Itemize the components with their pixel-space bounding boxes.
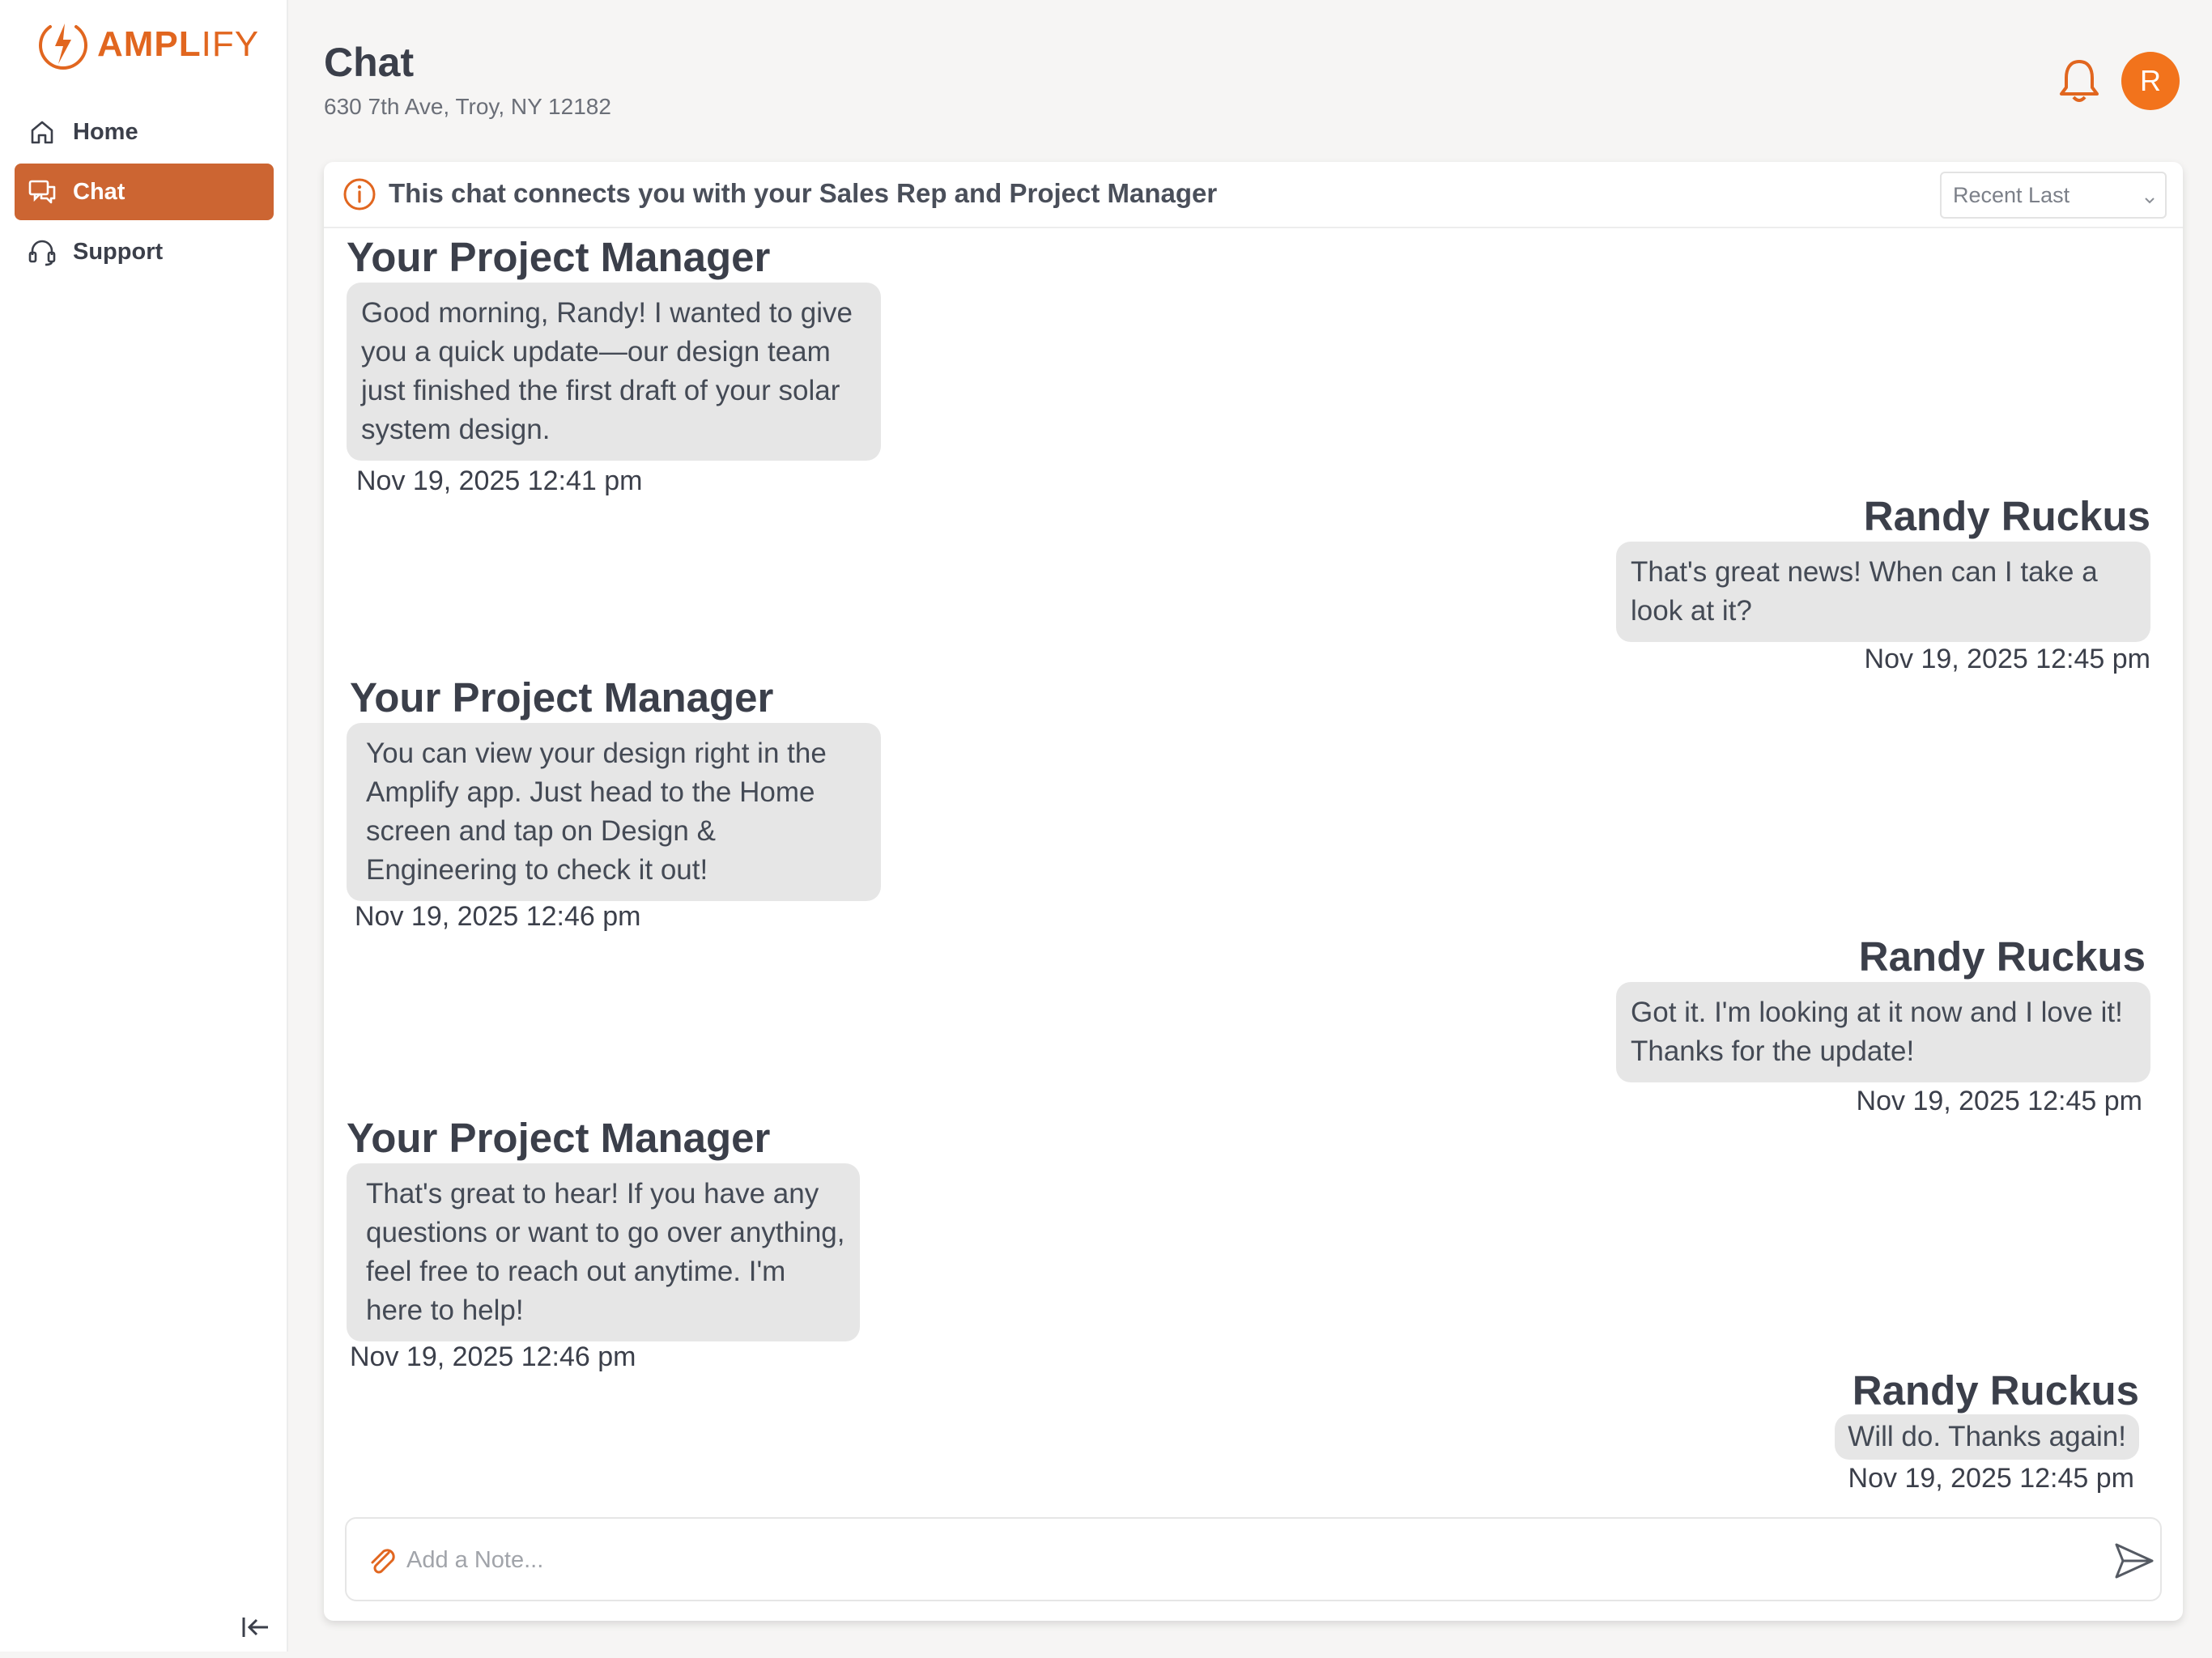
message-bubble: Will do. Thanks again!	[1835, 1414, 2139, 1460]
message-bubble: Good morning, Randy! I wanted to give you a quick update—our design team just finished the first draft of your solar system design.	[347, 283, 881, 461]
collapse-sidebar-button[interactable]	[240, 1613, 272, 1645]
message-timestamp: Nov 19, 2025 12:41 pm	[356, 466, 643, 496]
sort-order-value: Recent Last	[1953, 182, 2070, 207]
bell-icon	[2053, 55, 2105, 107]
notifications-button[interactable]	[2053, 55, 2105, 107]
amplify-logo[interactable]	[32, 15, 259, 74]
sidebar-item-support[interactable]	[15, 223, 274, 280]
page-title: Chat	[324, 40, 415, 85]
message-sender: Your Project Manager	[347, 234, 771, 280]
paperclip-icon	[364, 1543, 400, 1579]
chat-message-left	[347, 233, 881, 497]
message-timestamp: Nov 19, 2025 12:45 pm	[1864, 644, 2150, 674]
sidebar-item-label: Chat	[73, 178, 125, 205]
bubble-row	[1778, 1414, 2139, 1460]
message-sender: Your Project Manager	[347, 1115, 771, 1161]
message-timestamp: Nov 19, 2025 12:46 pm	[355, 901, 641, 932]
message-timestamp: Nov 19, 2025 12:45 pm	[1848, 1463, 2134, 1494]
message-timestamp: Nov 19, 2025 12:45 pm	[1856, 1086, 2142, 1116]
add-note-input[interactable]	[406, 1537, 2091, 1584]
logo-text: AMPLIFY	[97, 24, 260, 64]
chat-message-right	[1778, 1367, 2139, 1494]
message-bubble: Got it. I'm looking at it now and I love it! Thanks for the update!	[1616, 982, 2150, 1082]
message-timestamp: Nov 19, 2025 12:46 pm	[350, 1341, 636, 1372]
sidebar-item-label: Support	[73, 238, 164, 265]
home-icon	[28, 117, 57, 147]
message-sender: Randy Ruckus	[1863, 493, 2150, 539]
user-avatar[interactable]: R	[2121, 52, 2180, 110]
chevron-down-icon	[2142, 188, 2157, 213]
note-composer	[345, 1517, 2162, 1601]
send-icon	[2112, 1538, 2157, 1584]
sidebar-item-chat[interactable]	[15, 164, 274, 220]
sidebar-item-label: Home	[73, 118, 138, 145]
chat-info-text: This chat connects you with your Sales Rep and Project Manager	[389, 178, 1218, 208]
message-bubble: You can view your design right in the Amplify app. Just head to the Home screen and tap on Design & Engineering to check it out!	[347, 723, 881, 901]
info-icon	[342, 176, 377, 212]
chat-message-right	[1616, 492, 2150, 675]
sidebar-item-home[interactable]	[15, 104, 274, 160]
chat-message-left	[347, 1114, 860, 1373]
message-bubble: That's great to hear! If you have any questions or want to go over anything, feel free to reach out anytime. I'm here to help!	[347, 1163, 860, 1341]
sidebar	[0, 0, 288, 1652]
send-button[interactable]	[2112, 1538, 2157, 1584]
message-bubble: That's great news! When can I take a look at it?	[1616, 542, 2150, 642]
chat-message-left	[347, 674, 881, 933]
chat-message-right	[1616, 933, 2150, 1117]
message-sender: Randy Ruckus	[1852, 1367, 2139, 1414]
chat-panel	[324, 162, 2183, 1621]
headset-icon	[28, 237, 57, 266]
chat-info-bar	[324, 162, 2183, 228]
message-sender: Randy Ruckus	[1858, 933, 2146, 980]
chat-icon	[28, 177, 57, 206]
sort-order-select[interactable]	[1940, 172, 2167, 219]
logo-bolt-icon	[32, 15, 91, 74]
attach-button[interactable]	[364, 1543, 400, 1579]
property-address: 630 7th Ave, Troy, NY 12182	[324, 94, 611, 119]
collapse-left-icon	[241, 1615, 270, 1643]
message-sender: Your Project Manager	[350, 674, 774, 721]
